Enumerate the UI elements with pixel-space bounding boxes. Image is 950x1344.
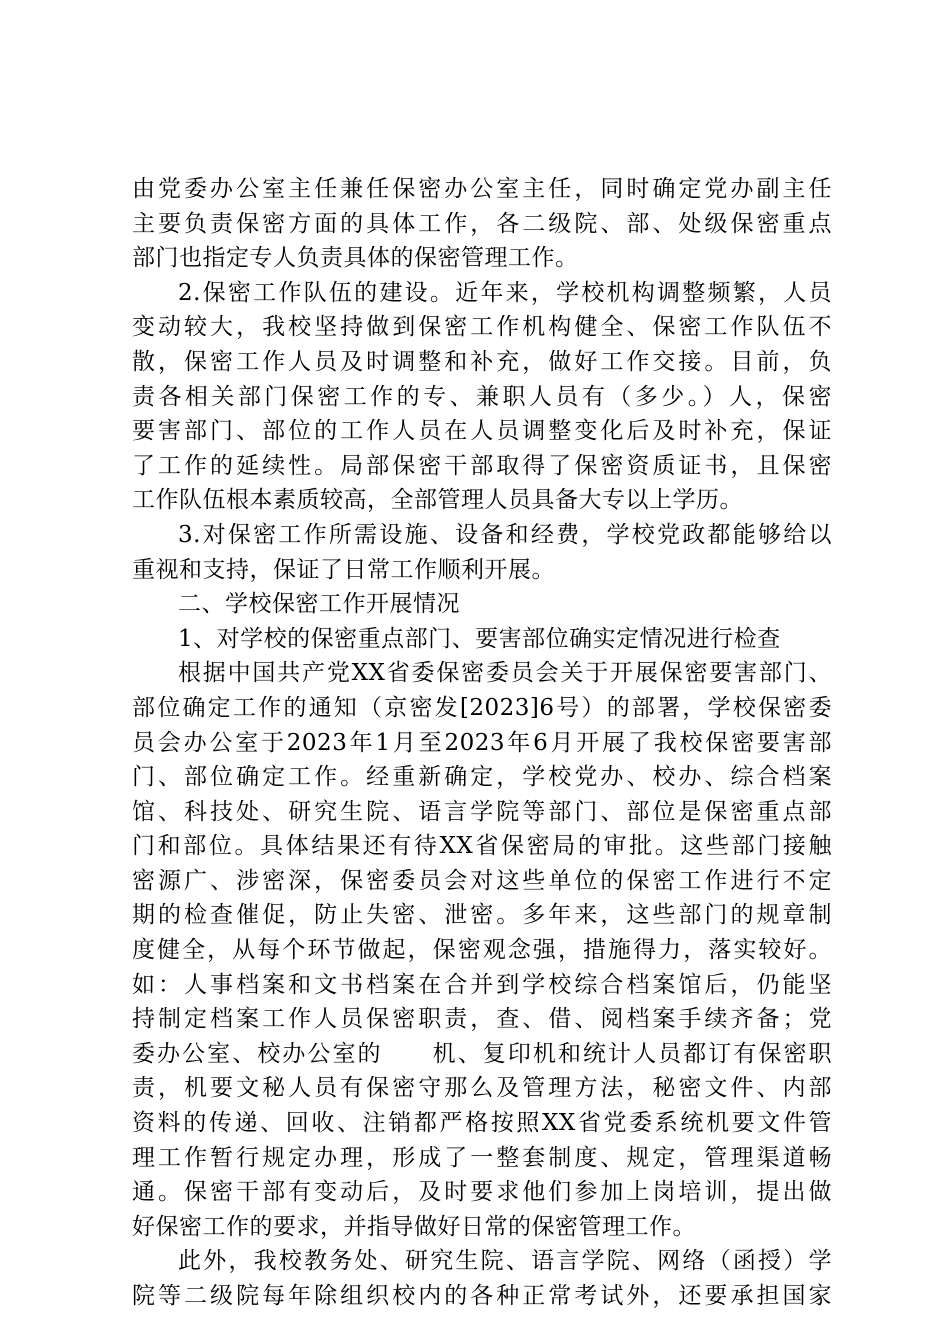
text-line: 委办公室、校办公室的 机、复印机和统计人员都订有保密职 (132, 1040, 832, 1067)
text-line: 院等二级院每年除组织校内的各种正常考试外，还要承担国家 (132, 1283, 832, 1309)
text-line: 门和部位。具体结果还有待XX省保密局的审批。这些部门接触 (132, 833, 832, 860)
text-line: 工作队伍根本素质较高，全部管理人员具备大专以上学历。 (132, 487, 743, 514)
text-line: 期的检查催促，防止失密、泄密。多年来，这些部门的规章制 (132, 902, 832, 929)
text-line: 通。保密干部有变动后，及时要求他们参加上岗培训，提出做 (132, 1179, 832, 1206)
text-line: 要害部门、部位的工作人员在人员调整变化后及时补充，保证 (132, 418, 832, 445)
text-line: 资料的传递、回收、注销都严格按照XX省党委系统机要文件管 (132, 1110, 832, 1137)
text-line: 责各相关部门保密工作的专、兼职人员有（多少。）人，保密 (132, 383, 832, 410)
text-line: 度健全，从每个环节做起，保密观念强，措施得力，落实较好。 (132, 937, 832, 964)
text-line: 部位确定工作的通知（京密发[2023]6号）的部署，学校保密委 (132, 694, 832, 721)
text-line: 密源广、涉密深，保密委员会对这些单位的保密工作进行不定 (132, 867, 832, 894)
text-line: 好保密工作的要求，并指导做好日常的保密管理工作。 (132, 1213, 696, 1240)
text-line: 散，保密工作人员及时调整和补充，做好工作交接。目前，负 (132, 348, 832, 375)
text-line: 责，机要文秘人员有保密守那么及管理方法，秘密文件、内部 (132, 1075, 832, 1102)
paragraph-start-line: 根据中国共产党XX省委保密委员会关于开展保密要害部门、 (178, 660, 832, 687)
text-line: 理工作暂行规定办理，形成了一整套制度、规定，管理渠道畅 (132, 1144, 832, 1171)
text-line: 如：人事档案和文书档案在合并到学校综合档案馆后，仍能坚 (132, 971, 832, 998)
section-heading: 二、学校保密工作开展情况 (178, 591, 460, 618)
text-line: 门、部位确定工作。经重新确定，学校党办、校办、综合档案 (132, 764, 832, 791)
text-line: 了工作的延续性。局部保密干部取得了保密资质证书，且保密 (132, 452, 832, 479)
paragraph-start-line: 此外，我校教务处、研究生院、语言学院、网络（函授）学 (178, 1248, 832, 1275)
text-line: 变动较大，我校坚持做到保密工作机构健全、保密工作队伍不 (132, 314, 832, 341)
text-line: 部门也指定专人负责具体的保密管理工作。 (132, 245, 579, 272)
text-line: 主要负责保密方面的具体工作，各二级院、部、处级保密重点 (132, 210, 832, 237)
text-line: 持制定档案工作人员保密职责，查、借、阅档案手续齐备；党 (132, 1006, 832, 1033)
text-line: 由党委办公室主任兼任保密办公室主任，同时确定党办副主任 (132, 176, 832, 202)
document-body (132, 172, 832, 1314)
text-line: 馆、科技处、研究生院、语言学院等部门、部位是保密重点部 (132, 798, 832, 825)
text-line: 员会办公室于2023年1月至2023年6月开展了我校保密要害部 (132, 729, 832, 756)
paragraph-start-line: 2.保密工作队伍的建设。近年来，学校机构调整频繁，人员 (178, 279, 832, 306)
subsection-heading: 1、对学校的保密重点部门、要害部位确实定情况进行检查 (178, 625, 781, 652)
paragraph-start-line: 3.对保密工作所需设施、设备和经费，学校党政都能够给以 (178, 521, 832, 548)
text-line: 重视和支持，保证了日常工作顺利开展。 (132, 556, 555, 583)
